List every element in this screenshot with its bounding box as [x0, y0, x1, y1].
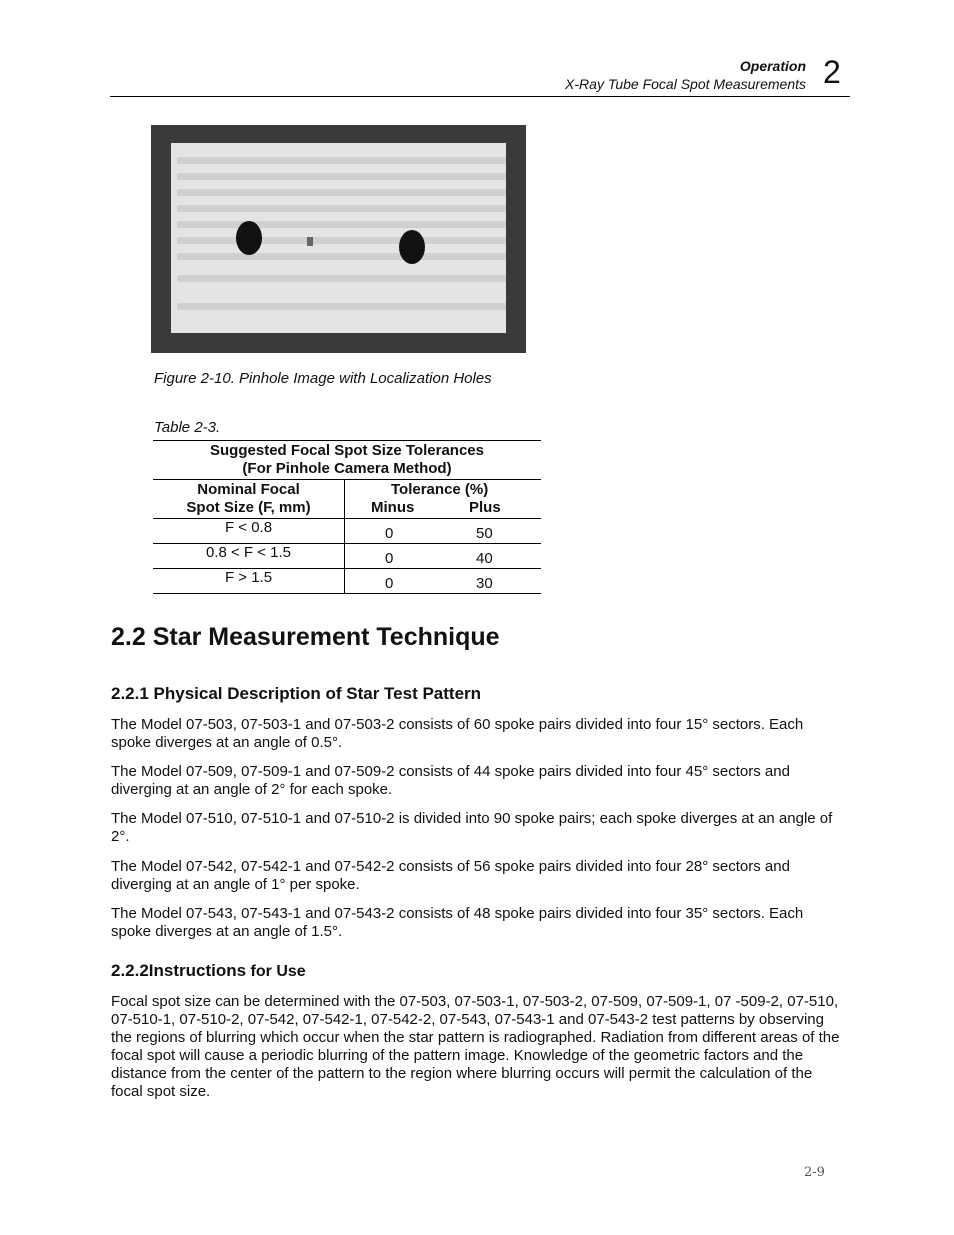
column-header-tolerance: [345, 480, 542, 519]
photo-texture: [177, 237, 506, 244]
subsection-title-main: 2.2.2Instructions: [111, 961, 247, 980]
paragraph-07-542: The Model 07-542, 07-542-1 and 07-542-2 consists of 56 spoke pairs divided into four 28° sectors and diverging at an angle of 1° per spoke.: [111, 858, 790, 893]
paragraph-instructions: Focal spot size can be determined with the 07-503, 07-503-1, 07-503-2, 07-509, 07-509-1, 07 -509-2, 07-510, 07-510-1, 07-510-2, 07-542, 07-542-1, 07-542-2, 07-543, 07-543-1 and 07-543-2 test patterns by observing the regions of blurring which occur when the star pattern is radiographed. Radiation from different areas of the focal spot will cause a periodic blurring of the pattern image. Knowledge of the geometric factors and the distance from the center of the pattern to the region where blurring occurs will permit the calculation of the focal spot size.: [111, 993, 840, 1100]
cell-plus: 40: [476, 550, 493, 567]
column-header-plus: Plus: [469, 499, 501, 516]
column-header-size-line2: Spot Size (F, mm): [186, 499, 311, 516]
column-header-minus: Minus: [371, 499, 415, 516]
pinhole-image-photo: [151, 125, 526, 353]
photo-texture: [177, 275, 506, 282]
figure-caption: Figure 2-10. Pinhole Image with Localization Holes: [154, 370, 492, 387]
cell-size: F > 1.5: [153, 569, 345, 594]
chapter-number: 2: [823, 54, 841, 90]
photo-texture: [177, 221, 506, 228]
photo-texture: [177, 303, 506, 310]
pinhole-mark: [307, 237, 313, 246]
paragraph-07-510: The Model 07-510, 07-510-1 and 07-510-2 is divided into 90 spoke pairs; each spoke diverges at an angle of 2°.: [111, 810, 833, 845]
paragraph-07-503: The Model 07-503, 07-503-1 and 07-503-2 consists of 60 spoke pairs divided into four 15° sectors. Each spoke diverges at an angle of 0.5°.: [111, 716, 804, 751]
photo-paper: [171, 143, 506, 333]
table-row: [153, 569, 541, 594]
photo-texture: [177, 189, 506, 196]
header-section: X-Ray Tube Focal Spot Measurements: [565, 76, 806, 92]
subsection-title-suffix: for Use: [246, 963, 306, 980]
photo-texture: [177, 157, 506, 164]
page-number: 2-9: [804, 1165, 825, 1180]
localization-hole: [399, 230, 425, 264]
table-title-line1: Suggested Focal Spot Size Tolerances: [210, 442, 484, 459]
table-title-line2: (For Pinhole Camera Method): [242, 460, 452, 477]
subsection-title-2-2-1: 2.2.1 Physical Description of Star Test Pattern: [111, 684, 482, 703]
localization-hole: [236, 221, 262, 255]
cell-minus: 0: [385, 550, 394, 567]
column-header-tolerance-label: Tolerance (%): [391, 481, 489, 498]
table-label: Table 2-3.: [154, 419, 221, 436]
table-row: [153, 544, 541, 569]
cell-size: F < 0.8: [153, 519, 345, 544]
table-title: [153, 441, 541, 480]
photo-texture: [177, 173, 506, 180]
cell-plus: 50: [476, 525, 493, 542]
cell-minus: 0: [385, 575, 394, 592]
cell-plus: 30: [476, 575, 493, 592]
subsection-title-2-2-2: [111, 960, 306, 983]
header-chapter: Operation: [739, 58, 806, 74]
column-header-size: [153, 480, 345, 519]
running-header: [565, 57, 806, 93]
cell-size: 0.8 < F < 1.5: [153, 544, 345, 569]
header-divider: [110, 96, 850, 97]
paragraph-07-543: The Model 07-543, 07-543-1 and 07-543-2 consists of 48 spoke pairs divided into four 35° sectors. Each spoke diverges at an angle of 1.5°.: [111, 905, 804, 940]
photo-texture: [177, 205, 506, 212]
paragraph-07-509: The Model 07-509, 07-509-1 and 07-509-2 consists of 44 spoke pairs divided into four 45° sectors and diverging at an angle of 2° for each spoke.: [111, 763, 790, 798]
tolerance-table: [153, 440, 541, 594]
cell-minus: 0: [385, 525, 394, 542]
table-row: [153, 519, 541, 544]
column-header-size-line1: Nominal Focal: [197, 481, 300, 498]
section-title: 2.2 Star Measurement Technique: [111, 623, 500, 651]
photo-texture: [177, 253, 506, 260]
